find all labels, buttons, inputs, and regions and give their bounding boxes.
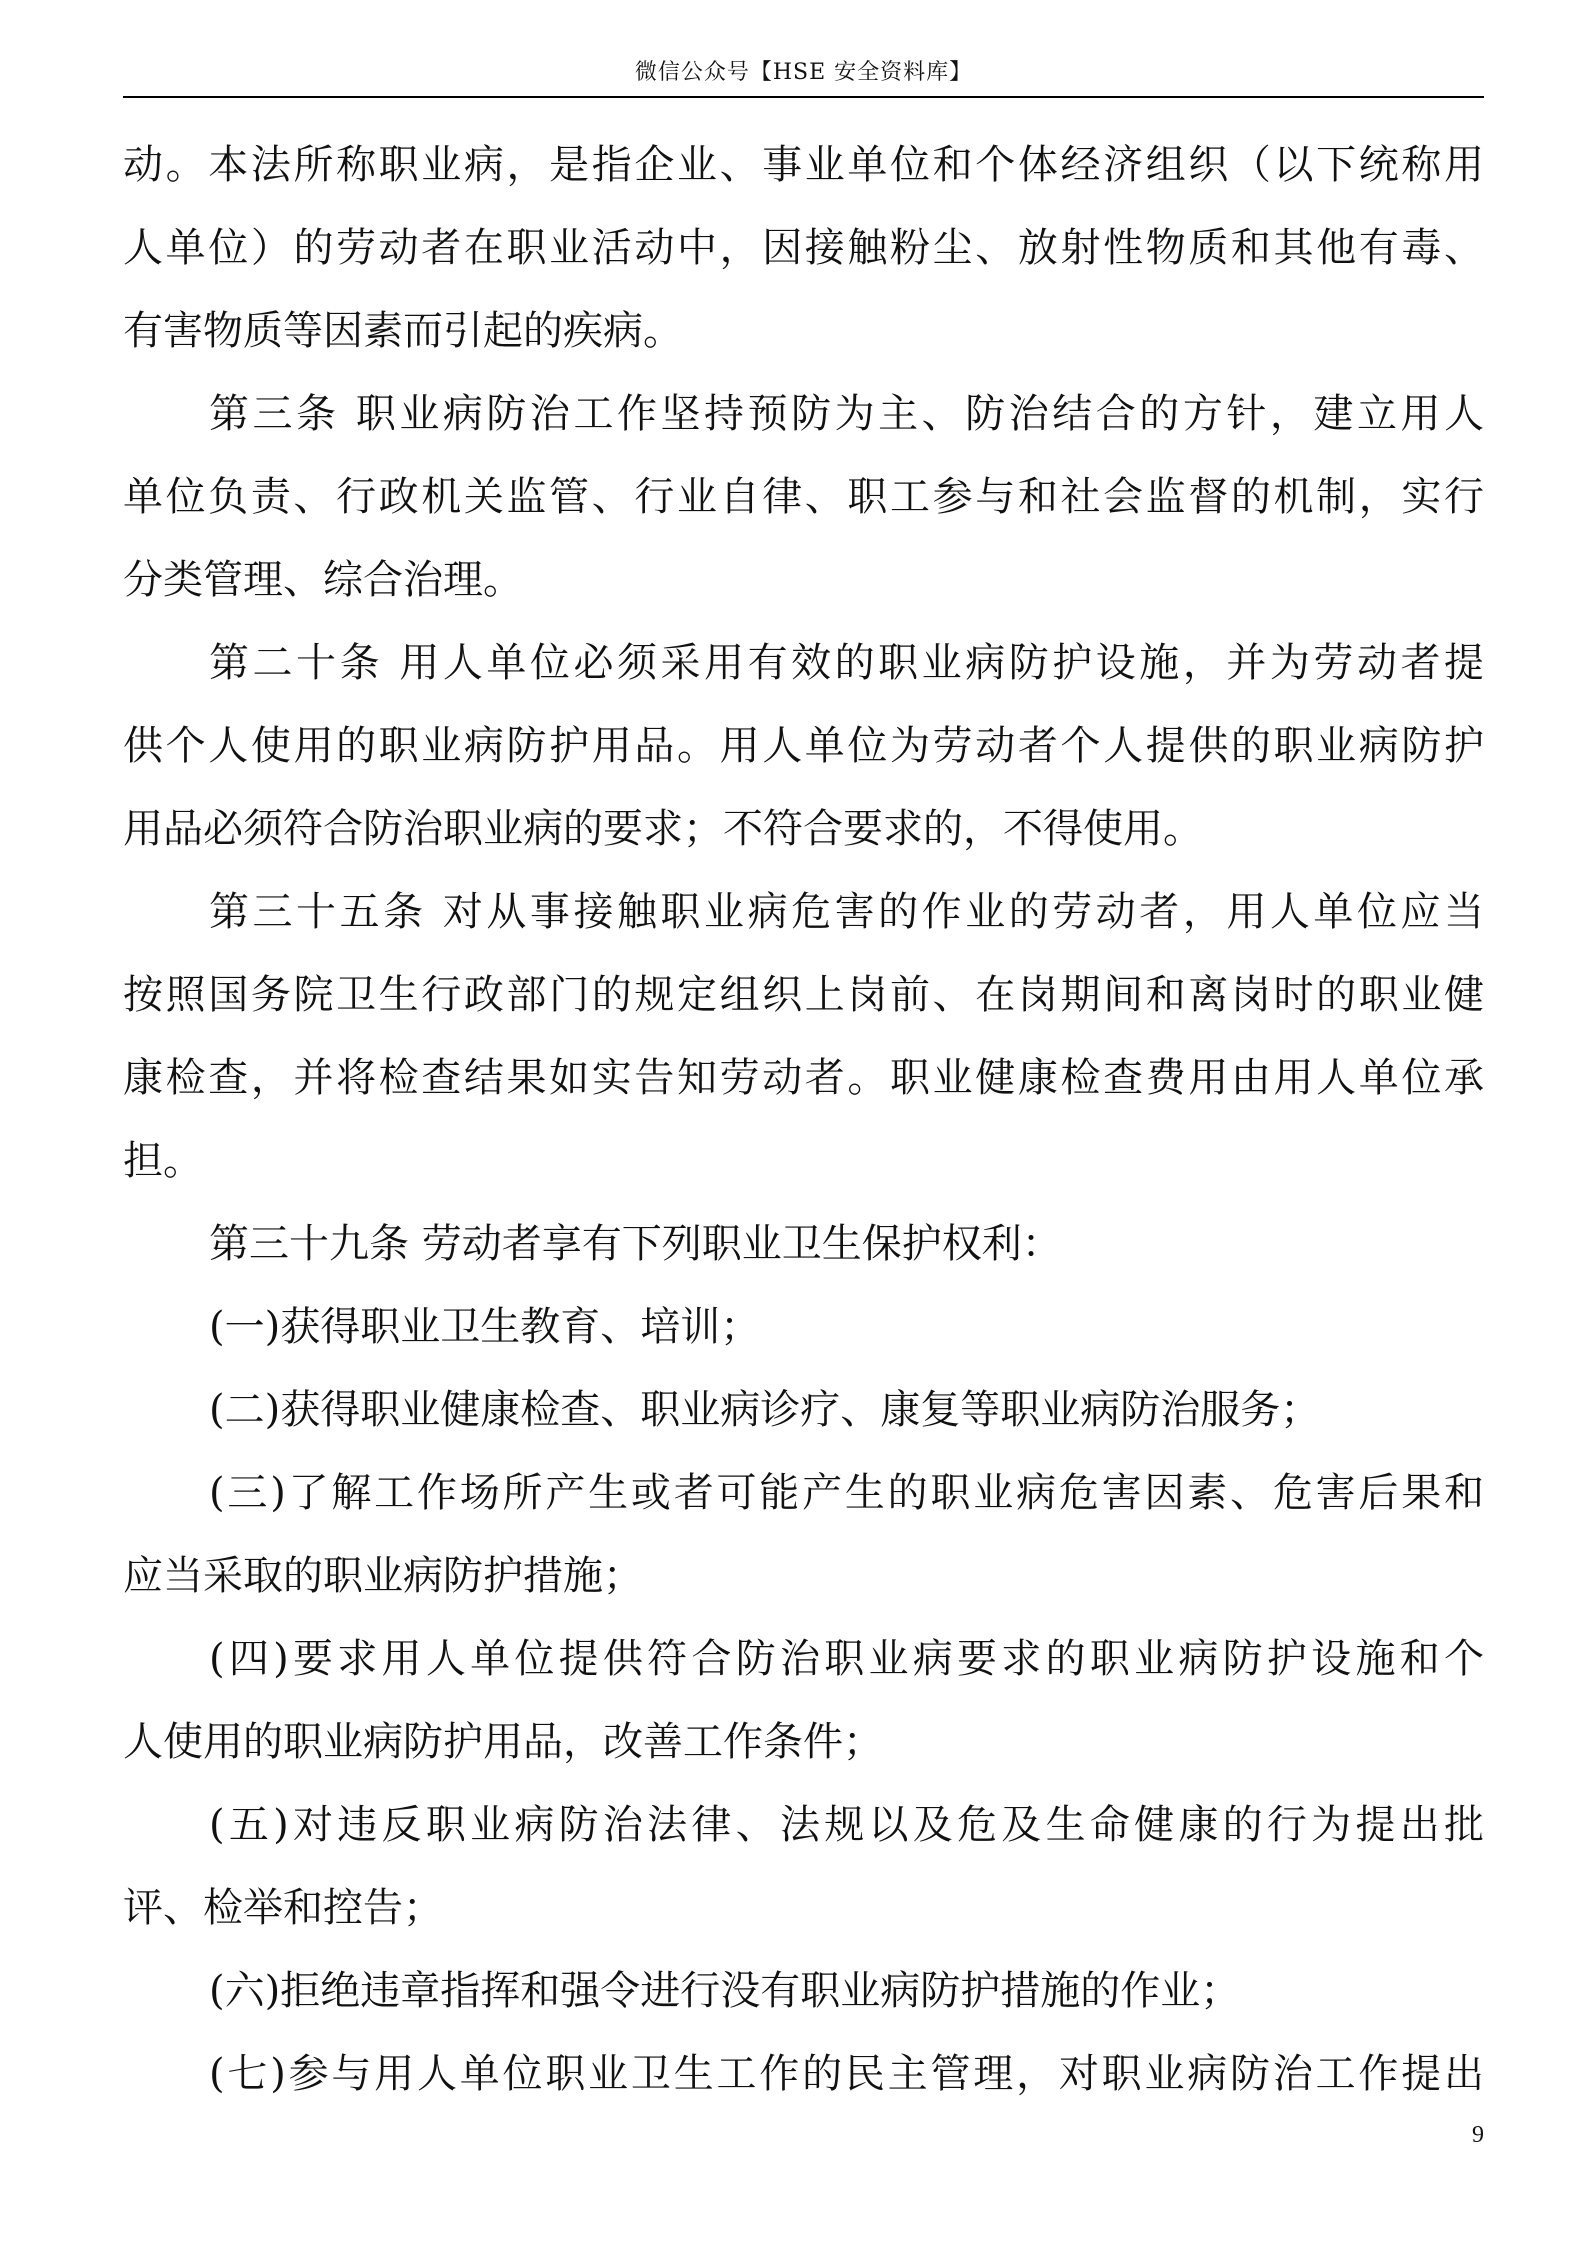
text-line: 第二十条 用人单位必须采用有效的职业病防护设施，并为劳动者提: [209, 640, 1484, 686]
text-line: 担。: [123, 1138, 203, 1184]
text-line: 评、检举和控告；: [123, 1885, 443, 1931]
text-line: 单位负责、行政机关监管、行业自律、职工参与和社会监督的机制，实行: [123, 474, 1484, 520]
text-line: 供个人使用的职业病防护用品。用人单位为劳动者个人提供的职业病防护: [123, 723, 1484, 769]
text-line: (四)要求用人单位提供符合防治职业病要求的职业病防护设施和个: [209, 1636, 1484, 1682]
text-line: 用品必须符合防治职业病的要求；不符合要求的，不得使用。: [123, 806, 1203, 852]
text-line: 应当采取的职业病防护措施；: [123, 1553, 643, 1599]
text-line: (三)了解工作场所产生或者可能产生的职业病危害因素、危害后果和: [209, 1470, 1484, 1516]
header-divider: [123, 96, 1484, 98]
text-line: 人使用的职业病防护用品，改善工作条件；: [123, 1719, 883, 1765]
text-line: (二)获得职业健康检查、职业病诊疗、康复等职业病防治服务；: [209, 1387, 1321, 1433]
document-body: [123, 124, 1484, 2116]
page-header: 微信公众号【HSE 安全资料库】: [634, 60, 973, 85]
text-line: 分类管理、综合治理。: [123, 557, 523, 603]
text-line: 按照国务院卫生行政部门的规定组织上岗前、在岗期间和离岗时的职业健: [123, 972, 1484, 1018]
text-line: 第三十五条 对从事接触职业病危害的作业的劳动者，用人单位应当: [209, 889, 1484, 935]
text-line: 动。本法所称职业病，是指企业、事业单位和个体经济组织（以下统称用: [123, 142, 1484, 188]
page-number: 9: [1472, 2122, 1484, 2148]
text-line: 康检查，并将检查结果如实告知劳动者。职业健康检查费用由用人单位承: [123, 1055, 1484, 1101]
text-line: (六)拒绝违章指挥和强令进行没有职业病防护措施的作业；: [209, 1968, 1241, 2014]
text-line: (五)对违反职业病防治法律、法规以及危及生命健康的行为提出批: [209, 1802, 1484, 1848]
text-line: (七)参与用人单位职业卫生工作的民主管理，对职业病防治工作提出: [209, 2051, 1484, 2097]
text-line: 人单位）的劳动者在职业活动中，因接触粉尘、放射性物质和其他有毒、: [123, 225, 1484, 271]
text-line: (一)获得职业卫生教育、培训；: [209, 1304, 761, 1350]
text-line: 第三条 职业病防治工作坚持预防为主、防治结合的方针，建立用人: [209, 391, 1484, 437]
text-line: 有害物质等因素而引起的疾病。: [123, 308, 683, 354]
text-line: 第三十九条 劳动者享有下列职业卫生保护权利：: [209, 1221, 1062, 1267]
